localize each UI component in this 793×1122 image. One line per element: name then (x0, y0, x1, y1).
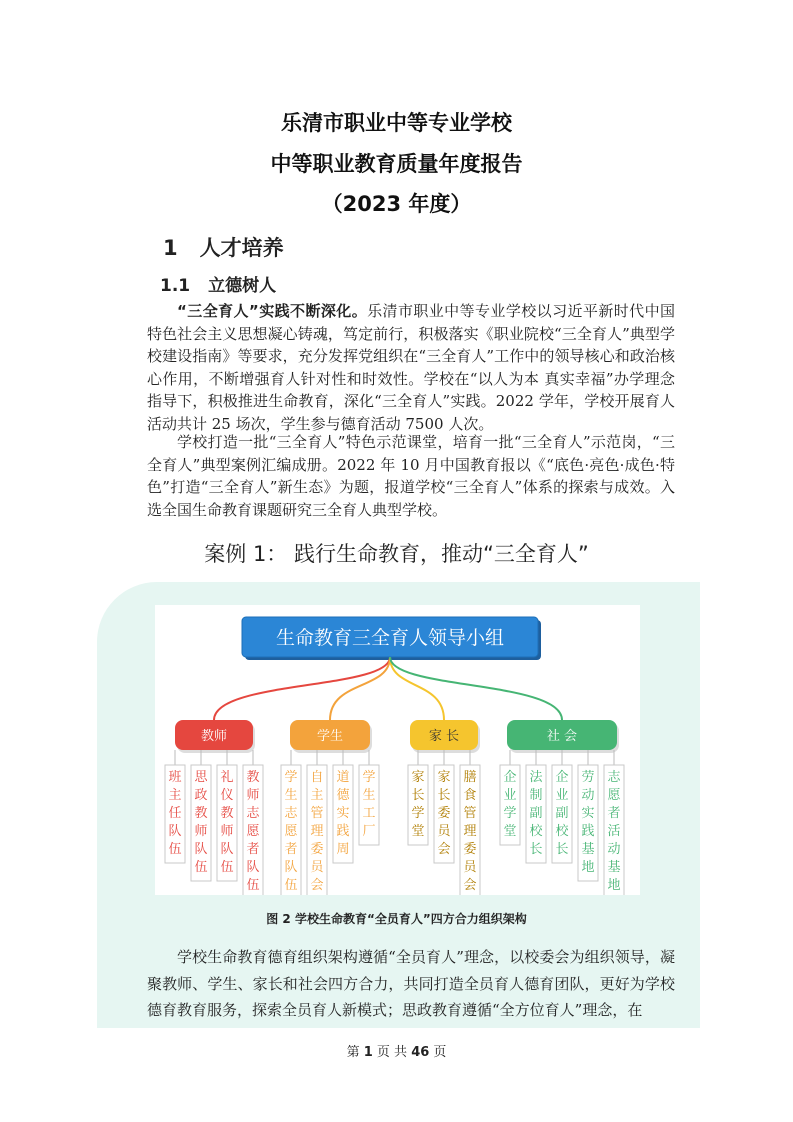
item-label-1-0: 学生志愿者队伍 (284, 770, 298, 893)
item-label-0-3: 教师志愿者队伍 (246, 770, 260, 893)
group-label-0: 教师 (200, 729, 228, 744)
paragraph-1-lead: “三全育人”实践不断深化。 (177, 302, 368, 320)
footer-page-number: 1 (363, 1045, 373, 1060)
group-label-1: 学生 (316, 729, 344, 744)
item-label-0-1: 思政教师队伍 (194, 770, 208, 875)
connector-3 (390, 657, 562, 720)
item-label-3-0: 企业学堂 (503, 770, 517, 839)
footer-prefix: 第 (346, 1045, 360, 1060)
paragraph-1-text: 乐清市职业中等专业学校以习近平新时代中国特色社会主义思想凝心铸魂，笃定前行，积极落实《职业院校“三全育人”典型学校建设指南》等要求，充分发挥党组织在“三全育人”工作中的领导核心和政治核心作用，不断增强育人针对性和时效性。学校在“以人为本 真实幸福”办学理念指导下，积极推进生命教育，深化“三全育人”实践。2022 学年，学校开展育人活动共计 25 场次，学生参与德育活动 7500 人次。 (147, 302, 675, 433)
footer-total-pages: 46 (411, 1045, 430, 1060)
paragraph-1 (147, 300, 675, 436)
school-title: 乐清市职业中等专业学校 (281, 111, 512, 135)
item-label-3-2: 企业副校长 (555, 770, 569, 857)
item-label-2-0: 家长学堂 (411, 770, 425, 839)
section-heading (163, 232, 284, 262)
group-label-3: 社 会 (546, 729, 578, 744)
section-number: 1 (163, 236, 178, 260)
org-chart-figure (155, 605, 640, 895)
paragraph-2: 学校打造一批“三全育人”特色示范课堂，培育一批“三全育人”示范岗，“三全育人”典型案例汇编成册。2022 年 10 月中国教育报以《“底色·亮色·成色·特色”打造“三全育人”新生态》为题，报道学校“三全育人”体系的探索与成效。入选全国生命教育课题研究三全育人典型学校。 (147, 433, 675, 519)
connector-0 (214, 657, 390, 720)
figure-caption: 图 2 学校生命教育“全员育人”四方合力组织架构 (266, 912, 527, 926)
item-label-1-1: 自主管理委员会 (310, 770, 324, 893)
item-label-3-1: 法制副校长 (529, 770, 543, 857)
footer-middle: 页 共 (376, 1045, 408, 1060)
case-title: 案例 1： 践行生命教育，推动“三全育人” (204, 542, 589, 566)
item-label-2-1: 家长委员会 (437, 770, 451, 857)
connector-1 (330, 657, 390, 720)
item-label-3-4: 志愿者活动基地 (607, 770, 621, 893)
group-label-2: 家 长 (428, 729, 460, 744)
item-label-1-2: 道德实践周 (336, 770, 350, 857)
org-chart (155, 605, 640, 895)
item-label-3-3: 劳动实践基地 (581, 770, 595, 875)
subsection-heading (160, 271, 276, 296)
subsection-number: 1.1 (160, 276, 191, 296)
section-title: 人才培养 (199, 236, 284, 260)
report-year: （2023 年度） (321, 192, 472, 216)
page-footer (0, 1041, 793, 1060)
paragraph-3: 学校生命教育德育组织架构遵循“全员育人”理念，以校委会为组织领导，凝聚教师、学生、家长和社会四方合力，共同打造全员育人德育团队，更好为学校德育教育服务，探索全员育人新模式；思政教育遵循“全方位育人”理念，在 (147, 948, 675, 1019)
root-label: 生命教育三全育人领导小组 (275, 627, 505, 649)
connector-2 (390, 657, 444, 720)
item-label-0-2: 礼仪教师队伍 (220, 770, 234, 875)
item-label-1-3: 学生工厂 (362, 770, 376, 839)
item-label-2-2: 膳食管理委员会 (463, 770, 477, 893)
subsection-title: 立德树人 (208, 276, 277, 296)
footer-suffix: 页 (433, 1045, 447, 1060)
report-title: 中等职业教育质量年度报告 (270, 152, 523, 176)
item-label-0-0: 班主任队伍 (168, 770, 182, 857)
